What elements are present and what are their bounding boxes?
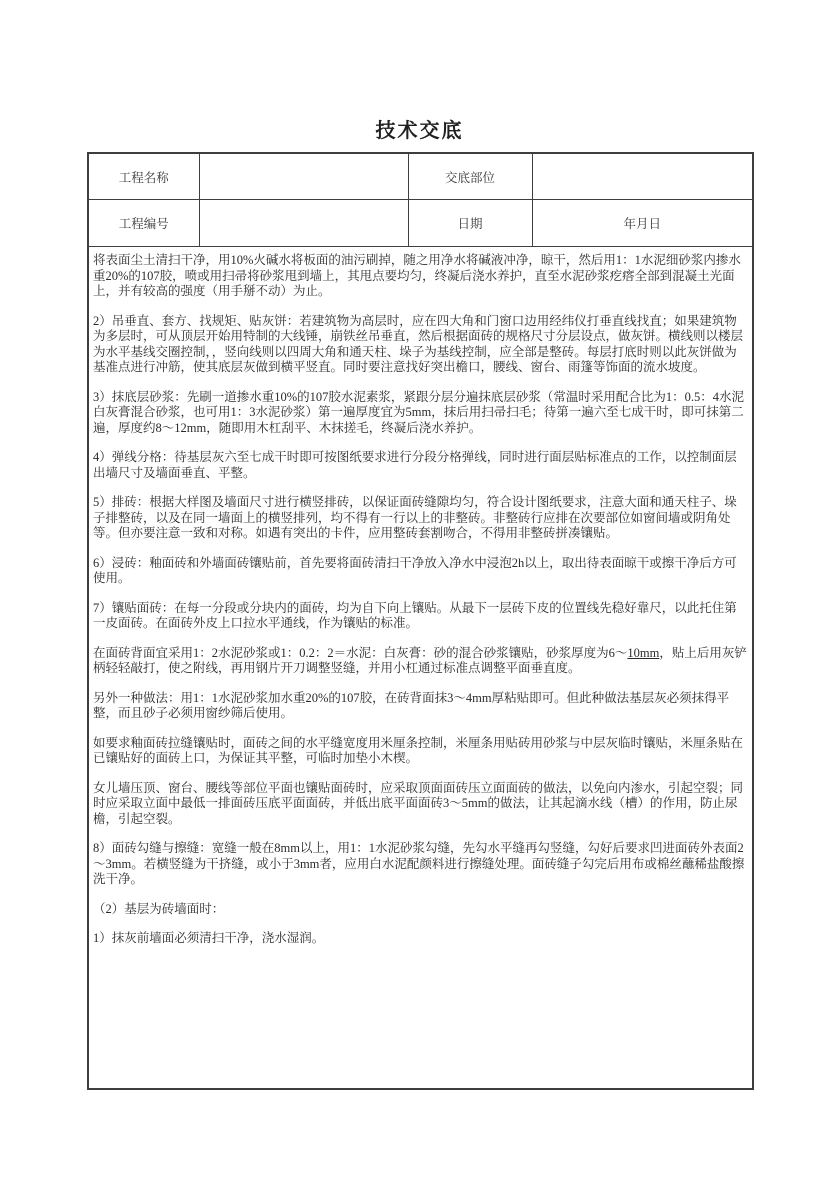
paragraph-tile-soaking: 6）浸砖：釉面砖和外墙面砖镶贴前，首先要将面砖清扫干净放入净水中浸泡2h以上，取出待表面晾干或擦干净后方可使用。 — [93, 555, 737, 585]
paragraph-jointing-and-wiping: 8）面砖勾缝与擦缝：宽缝一般在8mm以上，用1：1水泥砂浆勾缝，先勾水平缝再勾竖缝，勾好后要求凹进面砖外表面2～3mm。若横竖缝为干挤缝，或小于3mm者，应用白水泥配颜料进行擦缝处理。面砖缝子勾完后用布或棉丝蘸稀盐酸擦洗干净。 — [93, 841, 745, 886]
disclosure-content-cell — [88, 247, 753, 1090]
paragraph-plumb-and-layout: 2）吊垂直、套方、找规矩、贴灰饼：若建筑物为高层时，应在四大角和门窗口边用经纬仪打垂直线找直；如果建筑物为多层时，可从顶层开始用特制的大线锤，崩铁丝吊垂直，然后根据面砖的规格尺寸分层设点，做灰饼。横线则以楼层为水平基线交圈控制，，竖向线则以四周大角和通天柱、垛子为基线控制，应全部是整砖。每层打底时则以此灰饼做为基准点进行冲筋，使其底层灰做到横平竖直。同时要注意找好突出檐口，腰线、窗台、雨篷等饰面的流水坡度。 — [93, 313, 744, 374]
paragraph-joint-strips: 如要求釉面砖拉缝镶贴时，面砖之间的水平缝宽度用米厘条控制，米厘条用贴砖用砂浆与中层灰临时镶贴，米厘条贴在已镶贴好的面砖上口，为保证其平整，可临时加垫小木楔。 — [93, 735, 744, 765]
table-row — [88, 153, 753, 200]
table-row — [88, 200, 753, 247]
mortar-mix-underlined-value: 10mm — [627, 645, 660, 660]
paragraph-alternative-method: 另外一种做法：用1：1水泥砂浆加水重20%的107胶，在砖背面抹3～4mm厚粘贴即可。但此种做法基层灰必须抹得平整，而且砂子必须用窗纱筛后使用。 — [93, 690, 730, 720]
paragraph-parapet-tiles: 女儿墙压顶、窗台、腰线等部位平面也镶贴面砖时，应采取顶面面砖压立面面砖的做法，以免向内渗水，引起空裂；同时应采取立面中最低一排面砖压底平面面砖，并低出底平面面砖3～5mm的做法，让其起滴水线（槽）的作用，防止尿檐，引起空裂。 — [93, 780, 744, 826]
project-name-label: 工程名称 — [88, 153, 199, 200]
project-name-field[interactable] — [199, 153, 408, 200]
disclosure-table — [87, 152, 754, 1090]
paragraph-snap-lines: 4）弹线分格：待基层灰六至七成干时即可按图纸要求进行分段分格弹线，同时进行面层贴标准点的工作，以控制面层出墙尺寸及墙面垂直、平整。 — [93, 450, 737, 480]
table-row — [88, 247, 753, 1090]
mortar-mix-text-pre: 在面砖背面宜采用1：2水泥砂浆或1：0.2：2＝水泥：白灰膏：砂的混合砂浆镶贴，砂浆厚度为6～ — [93, 645, 628, 660]
disclosure-part-label: 交底部位 — [408, 153, 532, 200]
mortar-mix-text-post: ，贴上后用灰铲柄轻轻敲打，使之附线，再用钢片开刀调整竖缝，并用小杠通过标准点调整平面垂直度。 — [93, 645, 747, 675]
paragraph-tile-fixing: 7）镶贴面砖：在每一分段或分块内的面砖，均为自下向上镶贴。从最下一层砖下皮的位置线先稳好靠尺，以此托住第一皮面砖。在面砖外皮上口拉水平通线，作为镶贴的标准。 — [93, 600, 737, 630]
paragraph-mortar-mix — [93, 646, 747, 677]
paragraph-brick-wall-base-heading: （2）基层为砖墙面时： — [93, 901, 225, 916]
date-value: 年月日 — [532, 200, 753, 247]
date-label: 日期 — [408, 200, 532, 247]
project-number-label: 工程编号 — [88, 200, 199, 247]
technical-disclosure-document — [87, 0, 752, 1090]
paragraph-wall-wetting: 1）抹灰前墙面必须清扫干净，浇水湿润。 — [93, 931, 325, 945]
project-number-field[interactable] — [199, 200, 408, 247]
page-title: 技术交底 — [375, 120, 464, 142]
paragraph-surface-cleaning: 将表面尘土清扫干净，用10%火碱水将板面的油污刷掉，随之用净水将碱液冲净，晾干，然后用1：1水泥细砂浆内掺水重20%的107胶，喷或用扫帚将砂浆甩到墙上，其甩点要均匀，终凝后浇水养护，直至水泥砂浆疙瘩全部到混凝土光面上，并有较高的强度（用手掰不动）为止。 — [93, 253, 741, 298]
disclosure-content — [89, 247, 752, 1088]
paragraph-base-mortar: 3）抹底层砂浆：先刷一道掺水重10%的107胶水泥素浆，紧跟分层分遍抹底层砂浆（常温时采用配合比为1：0.5：4水泥白灰膏混合砂浆，也可用1：3水泥砂浆）第一遍厚度宜为5mm，抹后用扫帚扫毛；待第一遍六至七成干时，即可抹第二遍，厚度约8～12mm，随即用木杠刮平、木抹搓毛，终凝后浇水养护。 — [93, 389, 745, 435]
paragraph-tile-arrangement: 5）排砖：根据大样图及墙面尺寸进行横竖排砖，以保证面砖缝隙均匀，符合设计图纸要求，注意大面和通天柱子、垛子排整砖，以及在同一墙面上的横竖排列，均不得有一行以上的非整砖。非整砖行应排在次要部位如窗间墙或阴角处等。但亦要注意一致和对称。如遇有突出的卡件，应用整砖套割吻合，不得用非整砖拼凑镶贴。 — [93, 495, 737, 540]
disclosure-part-field[interactable] — [532, 153, 753, 200]
